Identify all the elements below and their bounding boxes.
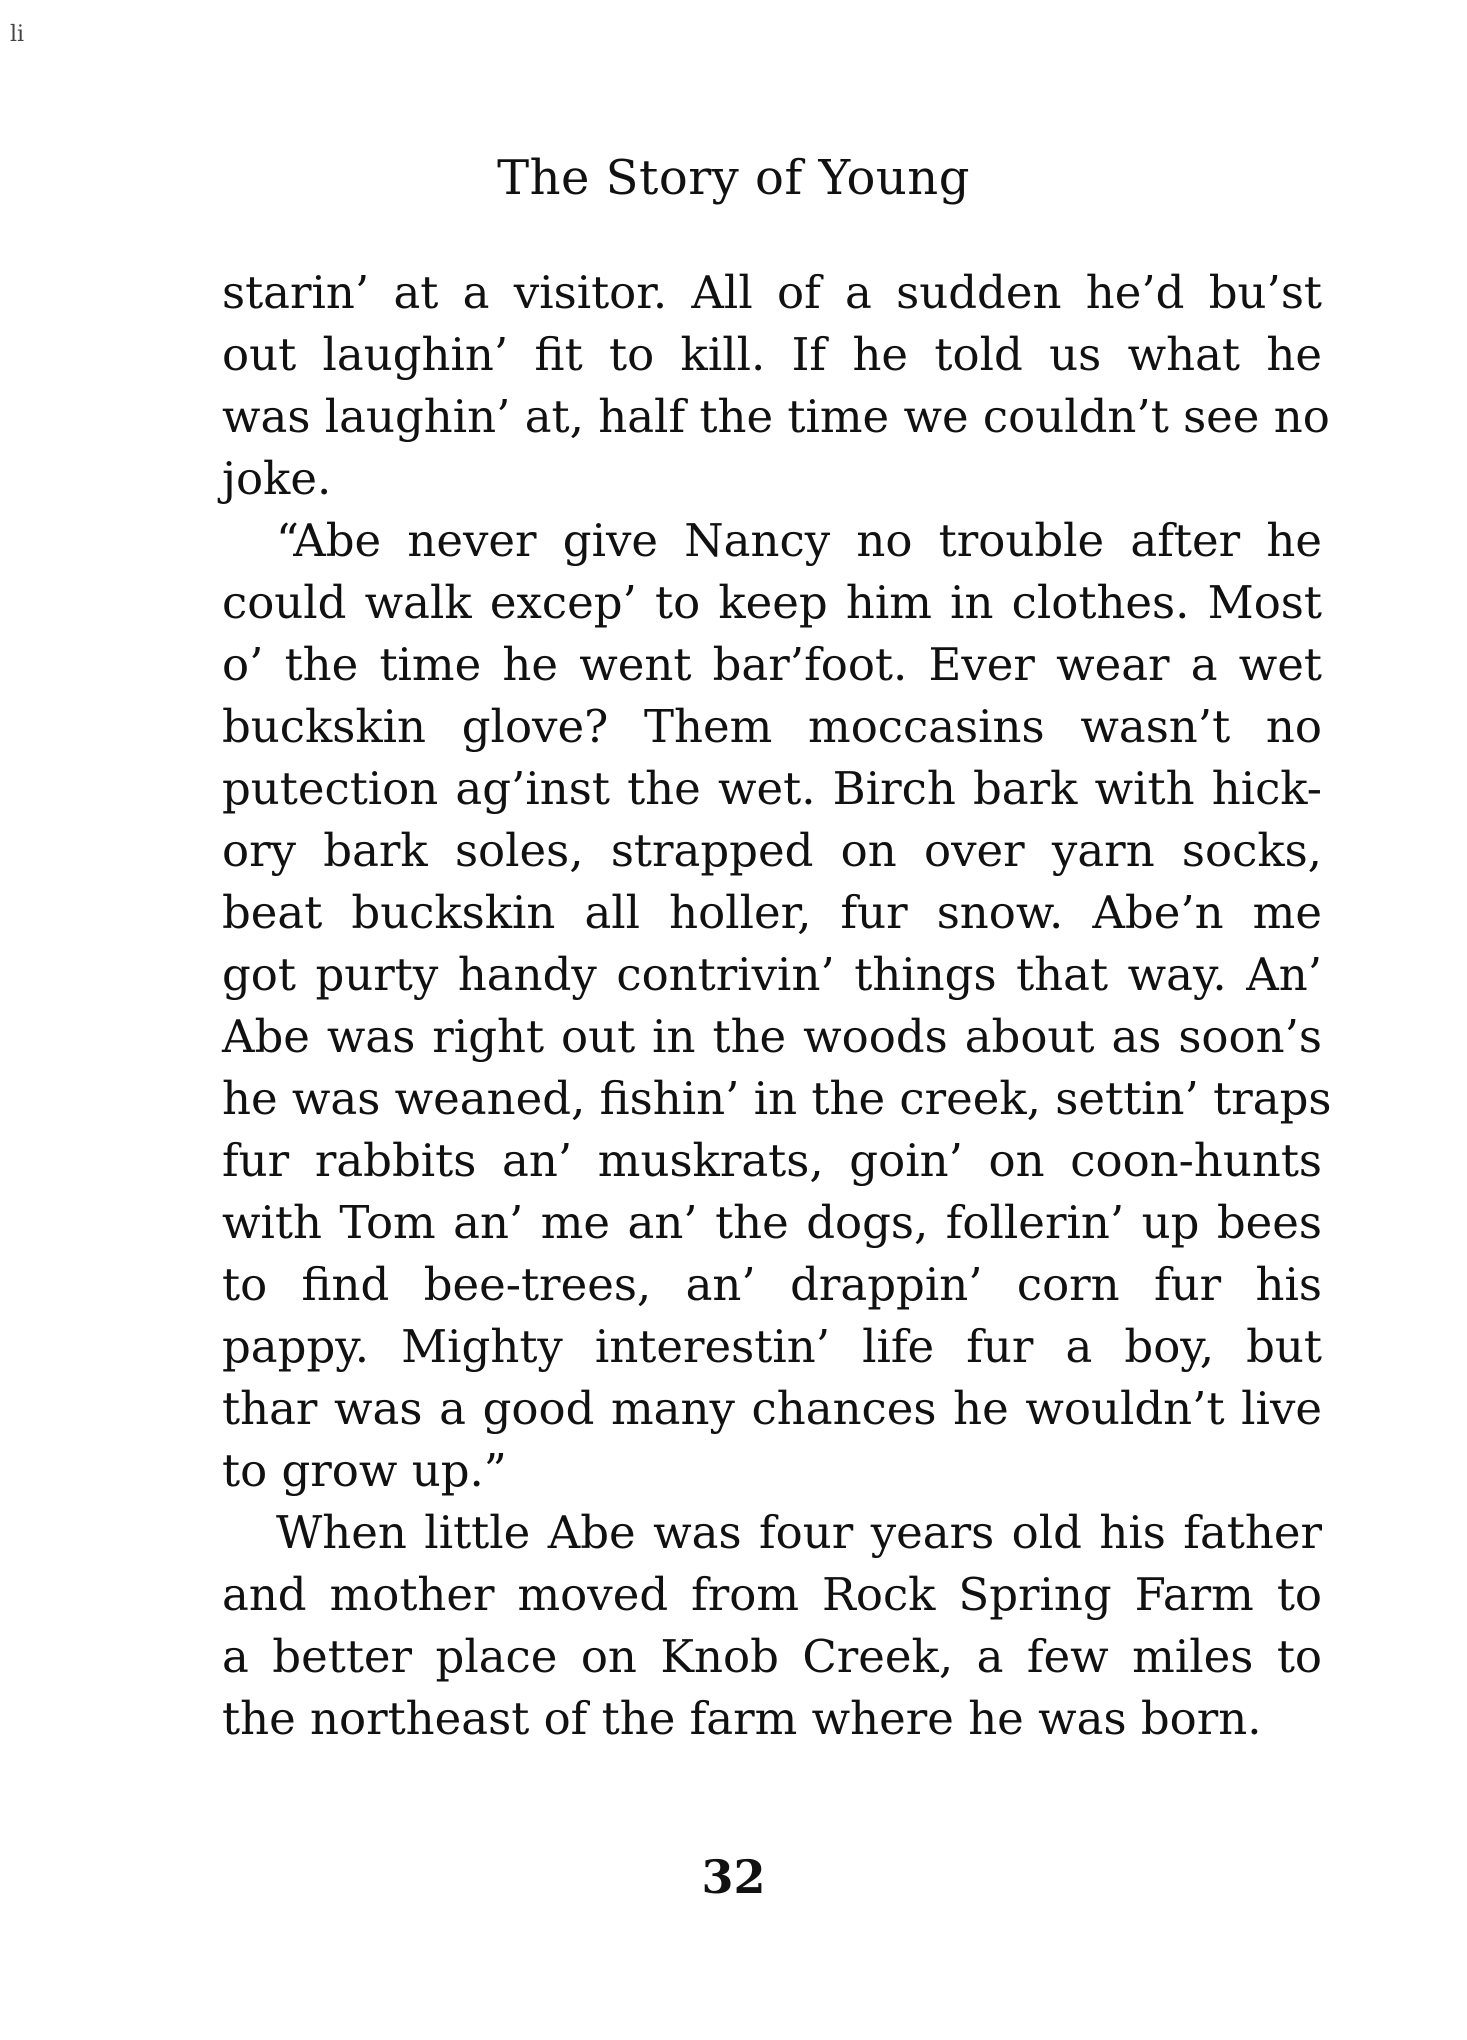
text-line: joke. [222, 452, 332, 505]
text-line: starin’ at a visitor. All of a sudden he’d bu’st [222, 266, 1322, 319]
text-line: got purty handy contrivin’ things that way. An’ [222, 948, 1322, 1001]
scan-corner-mark: li [10, 22, 25, 47]
text-line: pappy. Mighty interestin’ life fur a boy, but [222, 1320, 1322, 1373]
text-line: fur rabbits an’ muskrats, goin’ on coon-hunts [222, 1134, 1322, 1187]
text-line: o’ the time he went bar’foot. Ever wear a wet [222, 638, 1322, 691]
text-line: could walk excep’ to keep him in clothes. Most [222, 576, 1322, 629]
text-line: Abe was right out in the woods about as soon’s [222, 1010, 1322, 1063]
text-line: When little Abe was four years old his father [276, 1506, 1322, 1559]
text-line: he was weaned, fishin’ in the creek, settin’ traps [222, 1072, 1332, 1125]
text-line: and mother moved from Rock Spring Farm to [222, 1568, 1322, 1621]
text-line: out laughin’ fit to kill. If he told us what he [222, 328, 1322, 381]
text-line: ory bark soles, strapped on over yarn socks, [222, 824, 1322, 877]
text-line: to find bee-trees, an’ drappin’ corn fur his [222, 1258, 1322, 1311]
body-text [222, 262, 1332, 1750]
text-line: “Abe never give Nancy no trouble after he [276, 514, 1322, 567]
text-line: putection ag’inst the wet. Birch bark with hick- [222, 762, 1322, 815]
page-number: 32 [701, 1850, 766, 1904]
running-head: The Story of Young [497, 150, 970, 206]
text-line: to grow up.” [222, 1444, 507, 1497]
text-line: the northeast of the farm where he was born. [222, 1692, 1262, 1745]
text-line: thar was a good many chances he wouldn’t live [222, 1382, 1322, 1435]
text-line: with Tom an’ me an’ the dogs, follerin’ up bees [222, 1196, 1322, 1249]
text-line: buckskin glove? Them moccasins wasn’t no [222, 700, 1322, 753]
text-line: beat buckskin all holler, fur snow. Abe’n me [222, 886, 1322, 939]
text-line: was laughin’ at, half the time we couldn’t see no [222, 390, 1330, 443]
text-line: a better place on Knob Creek, a few miles to [222, 1630, 1322, 1683]
